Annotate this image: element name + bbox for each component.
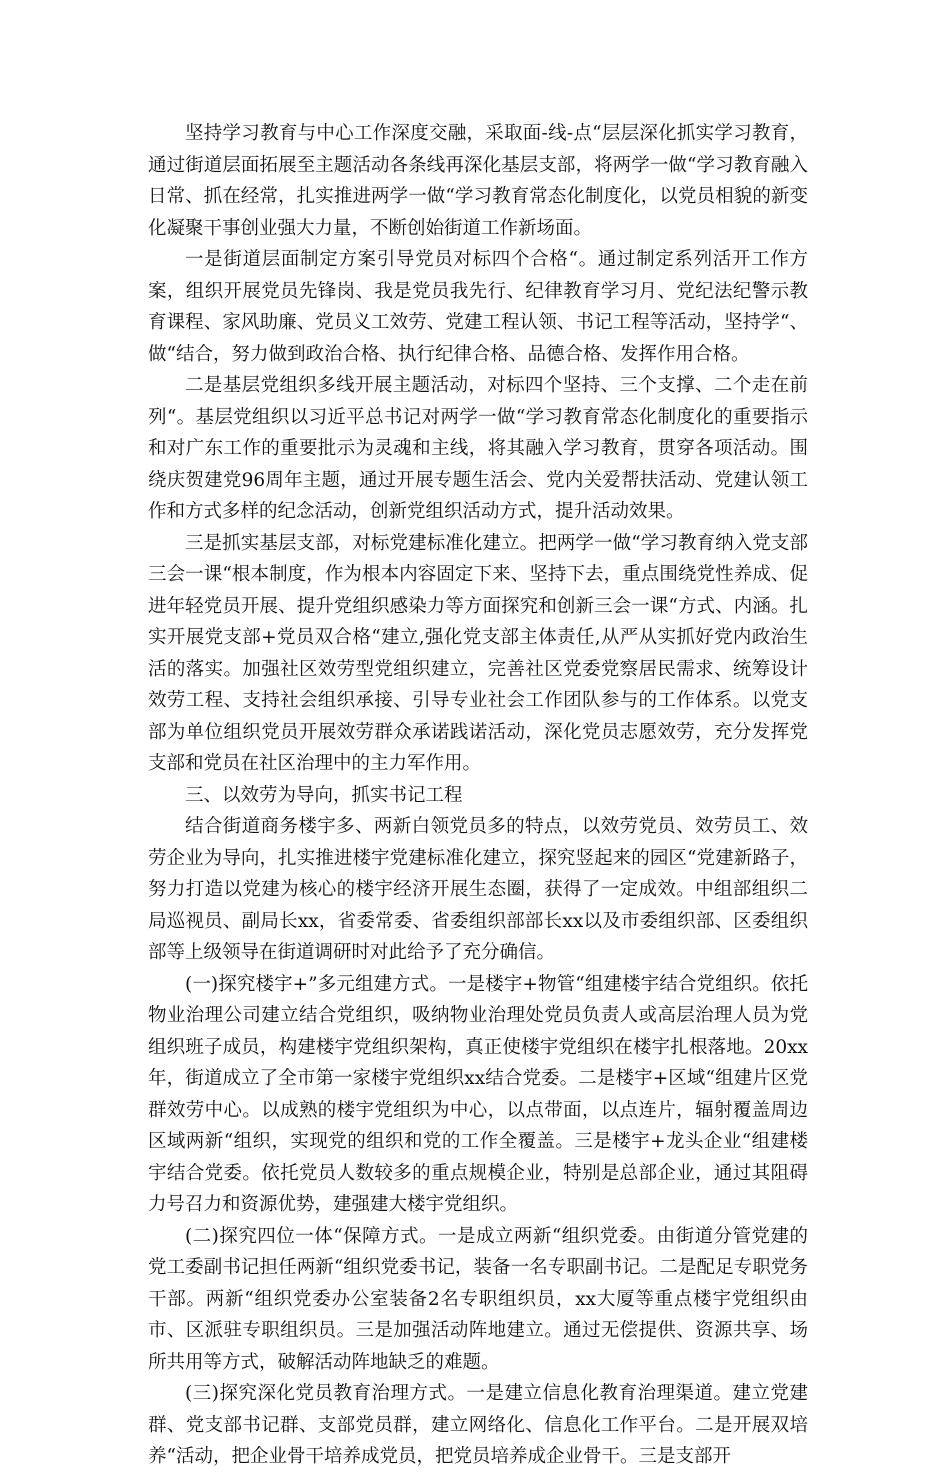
paragraph-study-integration: 坚持学习教育与中心工作深度交融，采取面-线-点“层层深化抓实学习教育，通过街道层面拓展至主题活动各条线再深化基层支部，将两学一做“学习教育融入日常、抓在经常，扎实推进两学一做“学习教育常态化制度化，以党员相貌的新变化凝聚干事创业强大力量，不断创始街道工作新场面。	[148, 123, 808, 239]
paragraph-branch-standardization: 三是抓实基层支部，对标党建标准化建立。把两学一做“学习教育纳入党支部三会一课“根本制度，作为根本内容固定下来、坚持下去，重点围绕党性养成、促进年轻党员开展、提升党组织感染力等方面探究和创新三会一课“方式、内涵。扎实开展党支部+党员双合格“建立,强化党支部主体责任,从严从实抓好党内政治生活的落实。加强社区效劳型党组织建立，完善社区党委党察居民需求、统筹设计效劳工程、支持社会组织承接、引导专业社会工作团队参与的工作体系。以党支部为单位组织党员开展效劳群众承诺践诺活动，深化党员志愿效劳，充分发挥党支部和党员在社区治理中的主力军作用。	[148, 532, 808, 774]
section-heading-service: 三、以效劳为导向，抓实书记工程	[185, 784, 463, 806]
paragraph-building-party-work: 结合街道商务楼宇多、两新白领党员多的特点，以效劳党员、效劳员工、效劳企业为导向，扎实推进楼宇党建标准化建立，探究竖起来的园区“党建新路子，努力打造以党建为核心的楼宇经济开展生态圈，获得了一定成效。中组部组织二局巡视员、副局长xx，省委常委、省委组织部部长xx以及市委组织部、区委组织部等上级领导在街道调研时对此给予了充分确信。	[148, 816, 808, 963]
paragraph-item-three: (三)探究深化党员教育治理方式。一是建立信息化教育治理渠道。建立党建群、党支部书记群、支部党员群，建立网络化、信息化工作平台。二是开展双培养“活动，把企业骨干培养成党员，把党员培养成企业骨干。三是支部开	[148, 1383, 808, 1467]
paragraph-item-one: (一)探究楼宇+”多元组建方式。一是楼宇+物管“组建楼宇结合党组织。依托物业治理公司建立结合党组织，吸纳物业治理处党员负责人或高层治理人员为党组织班子成员，构建楼宇党组织架构，真正使楼宇党组织在楼宇扎根落地。20xx年，街道成立了全市第一家楼宇党组织xx结合党委。二是楼宇+区域“组建片区党群效劳中心。以成熟的楼宇党组织为中心，以点带面，以点连片，辐射覆盖周边区域两新“组织，实现党的组织和党的工作全覆盖。三是楼宇+龙头企业“组建楼宇结合党委。依托党员人数较多的重点规模企业，特别是总部企业，通过其阻碍力号召力和资源优势，建强建大楼宇党组织。	[148, 973, 808, 1215]
paragraph-item-two: (二)探究四位一体“保障方式。一是成立两新“组织党委。由街道分管党建的党工委副书记担任两新“组织党委书记，装备一名专职副书记。二是配足专职党务干部。两新“组织党委办公室装备2名专职组织员，xx大厦等重点楼宇党组织由市、区派驻专职组织员。三是加强活动阵地建立。通过无偿提供、资源共享、场所共用等方式，破解活动阵地缺乏的难题。	[148, 1225, 808, 1373]
paragraph-grassroots-activities: 二是基层党组织多线开展主题活动，对标四个坚持、三个支撑、二个走在前列“。基层党组织以习近平总书记对两学一做“学习教育常态化制度化的重要指示和对广东工作的重要批示为灵魂和主线，将其融入学习教育，贯穿各项活动。围绕庆贺建党96周年主题，通过开展专题生活会、党内关爱帮扶活动、党建认领工作和方式多样的纪念活动，创新党组织活动方式，提升活动效果。	[148, 375, 808, 522]
paragraph-street-level-plan: 一是街道层面制定方案引导党员对标四个合格“。通过制定系列活开工作方案，组织开展党员先锋岗、我是党员我先行、纪律教育学习月、党纪法纪警示教育课程、家风助廉、党员义工效劳、党建工程认领、书记工程等活动，坚持学“、做“结合，努力做到政治合格、执行纪律合格、品德合格、发挥作用合格。	[148, 249, 808, 365]
document-body	[148, 118, 808, 1473]
